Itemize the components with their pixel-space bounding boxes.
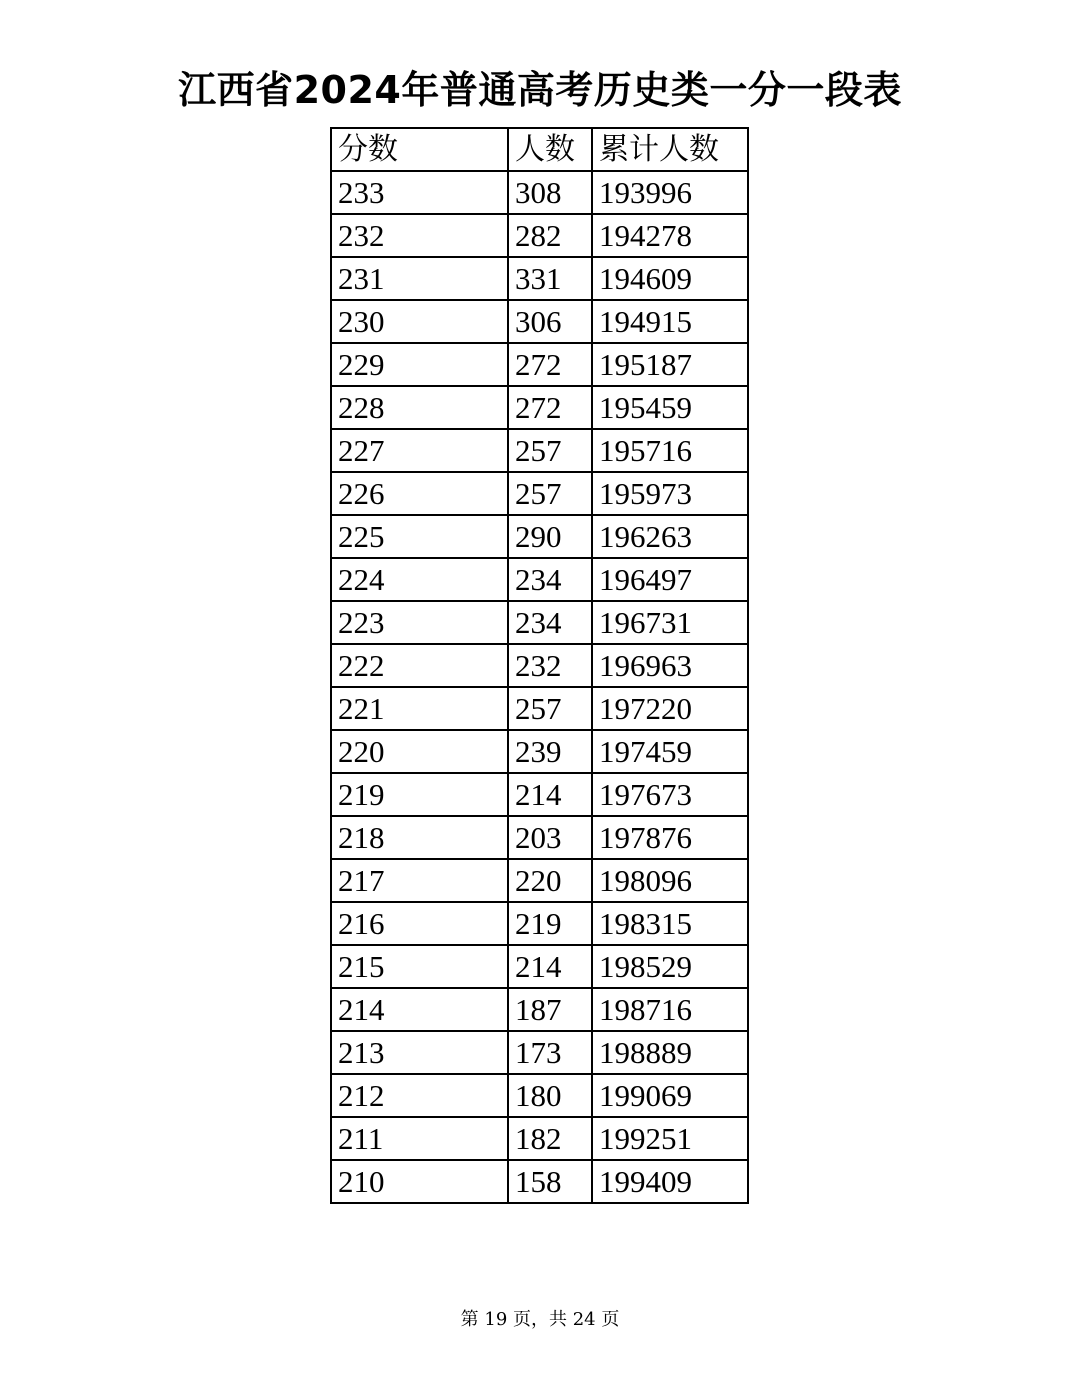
table-row [331, 902, 748, 945]
cell-cumulative: 195187 [592, 343, 748, 386]
cell-count: 257 [508, 687, 592, 730]
cell-cumulative: 199409 [592, 1160, 748, 1203]
cell-score: 227 [331, 429, 508, 472]
table-row [331, 214, 748, 257]
cell-score: 214 [331, 988, 508, 1031]
cell-count: 203 [508, 816, 592, 859]
cell-cumulative: 194278 [592, 214, 748, 257]
cell-cumulative: 193996 [592, 171, 748, 214]
cell-count: 272 [508, 386, 592, 429]
header-score: 分数 [331, 128, 508, 171]
cell-cumulative: 198716 [592, 988, 748, 1031]
table-header [331, 128, 748, 171]
page-footer: 第 19 页，共 24 页 [460, 1309, 620, 1330]
cell-count: 290 [508, 515, 592, 558]
cell-score: 215 [331, 945, 508, 988]
table-row [331, 773, 748, 816]
cell-cumulative: 199251 [592, 1117, 748, 1160]
cell-count: 180 [508, 1074, 592, 1117]
cell-score: 228 [331, 386, 508, 429]
cell-score: 231 [331, 257, 508, 300]
cell-score: 218 [331, 816, 508, 859]
table-row [331, 859, 748, 902]
cell-score: 217 [331, 859, 508, 902]
table-row [331, 601, 748, 644]
cell-score: 210 [331, 1160, 508, 1203]
table-row [331, 300, 748, 343]
header-row [331, 128, 748, 171]
table-row [331, 730, 748, 773]
table-row [331, 816, 748, 859]
cell-count: 234 [508, 558, 592, 601]
cell-score: 226 [331, 472, 508, 515]
cell-cumulative: 195459 [592, 386, 748, 429]
cell-count: 173 [508, 1031, 592, 1074]
table-row [331, 644, 748, 687]
table-row [331, 558, 748, 601]
cell-score: 220 [331, 730, 508, 773]
cell-count: 214 [508, 773, 592, 816]
table-row [331, 343, 748, 386]
cell-cumulative: 197876 [592, 816, 748, 859]
cell-count: 232 [508, 644, 592, 687]
cell-count: 214 [508, 945, 592, 988]
header-cumulative: 累计人数 [592, 128, 748, 171]
cell-score: 222 [331, 644, 508, 687]
cell-count: 272 [508, 343, 592, 386]
cell-count: 234 [508, 601, 592, 644]
cell-cumulative: 194915 [592, 300, 748, 343]
cell-cumulative: 197673 [592, 773, 748, 816]
cell-cumulative: 198889 [592, 1031, 748, 1074]
cell-score: 216 [331, 902, 508, 945]
cell-score: 232 [331, 214, 508, 257]
page-title: 江西省2024年普通高考历史类一分一段表 [178, 68, 902, 112]
score-distribution-table [330, 127, 749, 1204]
table-row [331, 429, 748, 472]
table-row [331, 171, 748, 214]
cell-count: 187 [508, 988, 592, 1031]
cell-count: 331 [508, 257, 592, 300]
table-row [331, 988, 748, 1031]
cell-cumulative: 195973 [592, 472, 748, 515]
cell-count: 239 [508, 730, 592, 773]
cell-cumulative: 196731 [592, 601, 748, 644]
cell-count: 220 [508, 859, 592, 902]
cell-cumulative: 194609 [592, 257, 748, 300]
table-row [331, 1117, 748, 1160]
cell-score: 211 [331, 1117, 508, 1160]
cell-cumulative: 199069 [592, 1074, 748, 1117]
cell-cumulative: 196263 [592, 515, 748, 558]
cell-count: 182 [508, 1117, 592, 1160]
cell-score: 230 [331, 300, 508, 343]
table-row [331, 1160, 748, 1203]
cell-score: 219 [331, 773, 508, 816]
table-row [331, 472, 748, 515]
table-row [331, 1074, 748, 1117]
cell-cumulative: 198315 [592, 902, 748, 945]
cell-count: 257 [508, 472, 592, 515]
cell-count: 282 [508, 214, 592, 257]
cell-score: 212 [331, 1074, 508, 1117]
cell-score: 213 [331, 1031, 508, 1074]
cell-score: 223 [331, 601, 508, 644]
table-row [331, 257, 748, 300]
cell-score: 229 [331, 343, 508, 386]
header-count: 人数 [508, 128, 592, 171]
table-row [331, 386, 748, 429]
cell-cumulative: 195716 [592, 429, 748, 472]
table-row [331, 945, 748, 988]
cell-score: 233 [331, 171, 508, 214]
cell-count: 306 [508, 300, 592, 343]
cell-score: 221 [331, 687, 508, 730]
cell-count: 158 [508, 1160, 592, 1203]
cell-count: 257 [508, 429, 592, 472]
cell-cumulative: 196963 [592, 644, 748, 687]
cell-score: 225 [331, 515, 508, 558]
table-row [331, 1031, 748, 1074]
cell-cumulative: 198529 [592, 945, 748, 988]
cell-count: 308 [508, 171, 592, 214]
cell-count: 219 [508, 902, 592, 945]
cell-score: 224 [331, 558, 508, 601]
table-row [331, 687, 748, 730]
cell-cumulative: 197220 [592, 687, 748, 730]
table-body [331, 171, 748, 1203]
table-row [331, 515, 748, 558]
cell-cumulative: 196497 [592, 558, 748, 601]
cell-cumulative: 198096 [592, 859, 748, 902]
cell-cumulative: 197459 [592, 730, 748, 773]
